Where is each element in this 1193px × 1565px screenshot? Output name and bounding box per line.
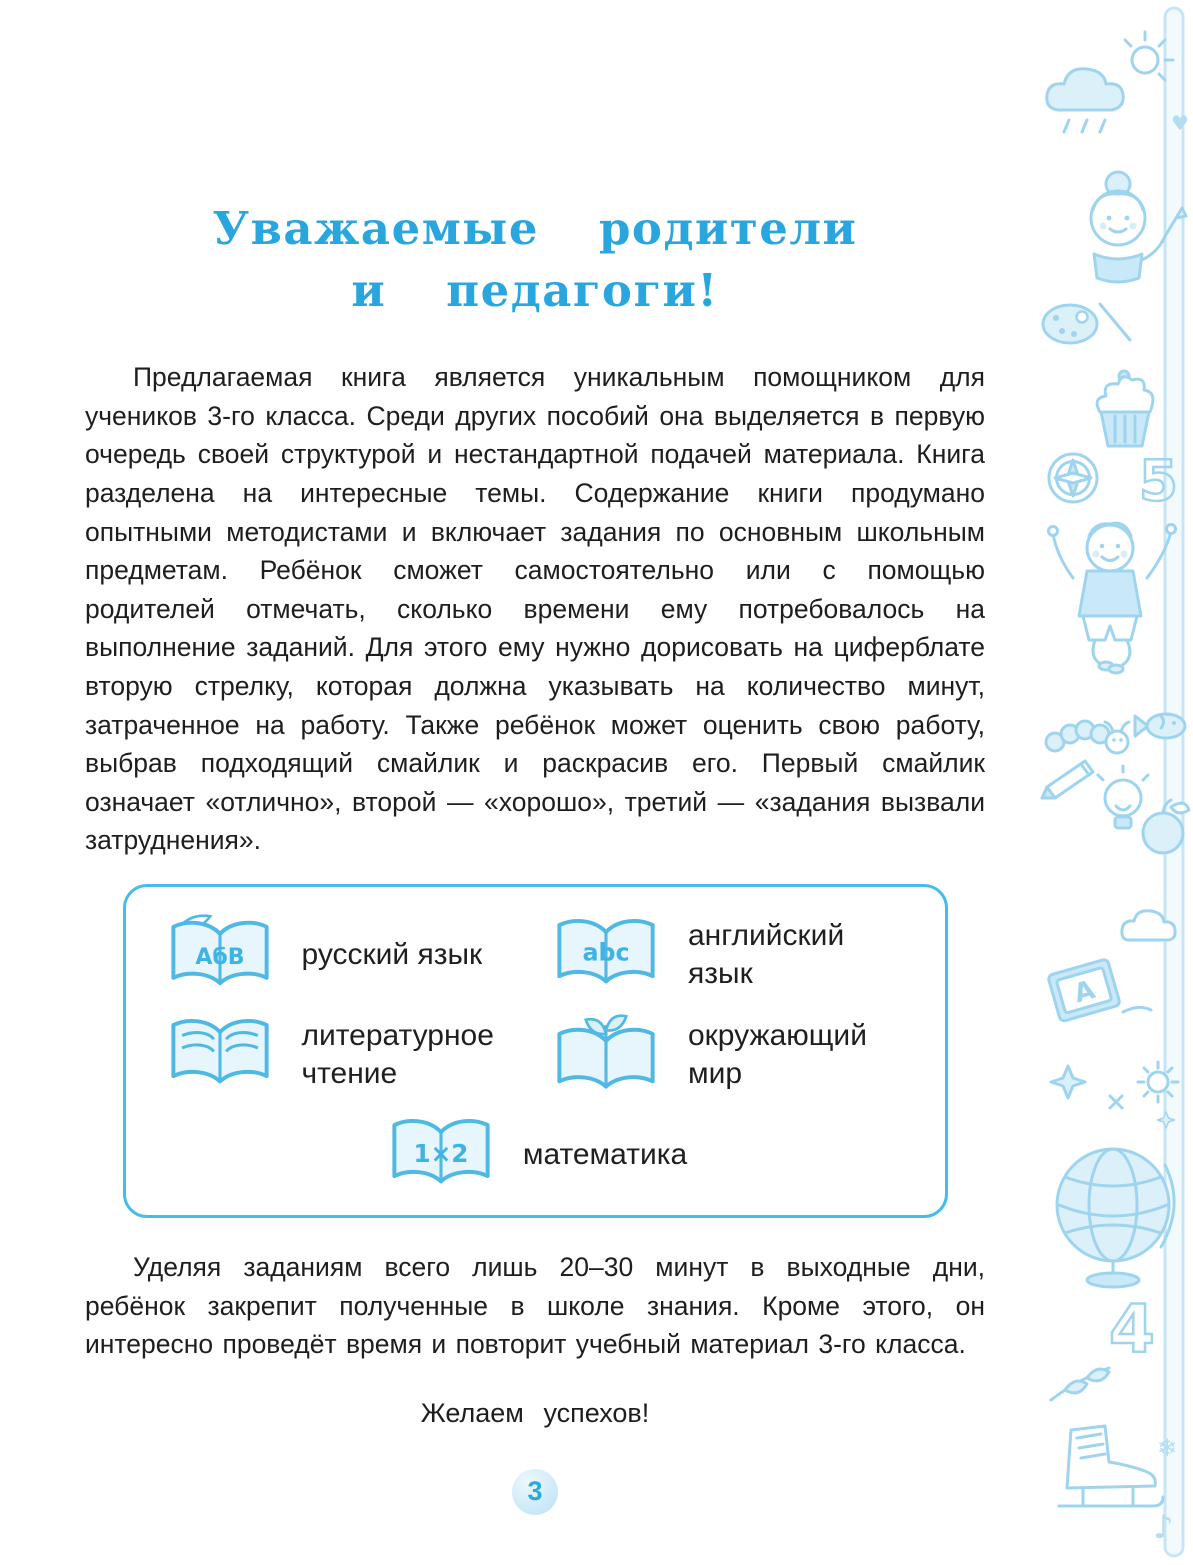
book-english-icon [548, 911, 664, 999]
fish-icon [1135, 714, 1185, 738]
subject-label: математика [522, 1138, 688, 1172]
book-a-letter: A [1070, 975, 1099, 1010]
page-title-line2: и педагоги! [351, 264, 719, 318]
virus-icon [1138, 1062, 1178, 1102]
page-number-wrap [85, 1469, 985, 1515]
music-note-icon: ♪ [1153, 1508, 1174, 1546]
subject-label: литературное чтение [301, 1019, 494, 1090]
page-title-line1: Уважаемые родители [212, 202, 858, 255]
subject-item-russian [162, 911, 523, 999]
closing-line: Желаем успехов! [420, 1397, 650, 1428]
book-nature-icon [548, 1011, 664, 1099]
book-math-digits: 1×2 [413, 1138, 469, 1168]
subject-item-nature [548, 1011, 909, 1099]
book-russian-icon [162, 911, 278, 999]
main-content [85, 0, 985, 1515]
jumping-boy-icon [1049, 523, 1176, 673]
compass-icon [1049, 454, 1097, 502]
snowflake-icon: ❄ [1157, 1434, 1178, 1462]
edge-strip [1165, 8, 1183, 1556]
doodle-band-art [1033, 0, 1193, 1565]
number-5-icon: 5 [1139, 449, 1178, 514]
subject-item-english [548, 911, 909, 999]
page-title [85, 198, 985, 322]
lightbulb-icon [1098, 766, 1148, 828]
leaves-icon [1051, 1368, 1109, 1400]
cupcake-icon [1097, 371, 1153, 446]
open-book-icon [162, 1011, 278, 1099]
book-russian-letters: АбВ [194, 944, 245, 970]
globe-icon [1057, 1149, 1174, 1287]
subject-label: русский язык [301, 938, 483, 972]
subjects-grid [162, 911, 909, 1199]
heart-icon: ♥ [1171, 111, 1189, 135]
pencil-icon [1042, 761, 1093, 798]
palette-icon [1043, 304, 1130, 343]
book-english-letters: abc [582, 938, 630, 967]
subject-item-literature [162, 1011, 523, 1099]
ice-skate-icon [1059, 1426, 1177, 1506]
number-4-icon: 4 [1109, 1291, 1155, 1368]
subjects-box [123, 884, 948, 1218]
subject-label: английский язык [688, 919, 845, 990]
outro-paragraph: Уделяя заданиям всего лишь 20–30 минут в выходные дни, ребёнок закрепит полученные в школе знания. Кроме этого, он интересно проведёт время и повторит учебный материал 3-го класса. [85, 1251, 985, 1360]
intro-paragraph: Предлагаемая книга является уникальным помощником для учеников 3-го класса. Среди других пособий она выделяется в первую очередь своей структурой и нестандартной подачей материала. Книга разделена на интересные темы. Содержание книги продумано опытными методистами и включает задания по основным школьным предметам. Ребёнок сможет самостоятельно или с помощью родителей отмечать, сколько времени ему потребовалось на выполнение заданий. Для этого ему нужно дорисовать на циферблате вторую стрелку, которая должна указывать на количество минут, затраченное на работу. Также ребёнок может оценить свою работу, выбрав подходящий смайлик и раскрасив его. Первый смайлик означает «отлично», второй — «хорошо», третий — «задания вызвали затруднения». [85, 362, 985, 856]
star-icon [1051, 1062, 1178, 1128]
caterpillar-icon [1046, 721, 1129, 753]
page-number: 3 [512, 1469, 558, 1515]
decorative-band [1033, 0, 1193, 1565]
book-a-icon [1048, 959, 1151, 1022]
subject-label: окружающий мир [688, 1019, 867, 1090]
subject-item-math [162, 1111, 909, 1199]
book-math-icon [383, 1111, 499, 1199]
